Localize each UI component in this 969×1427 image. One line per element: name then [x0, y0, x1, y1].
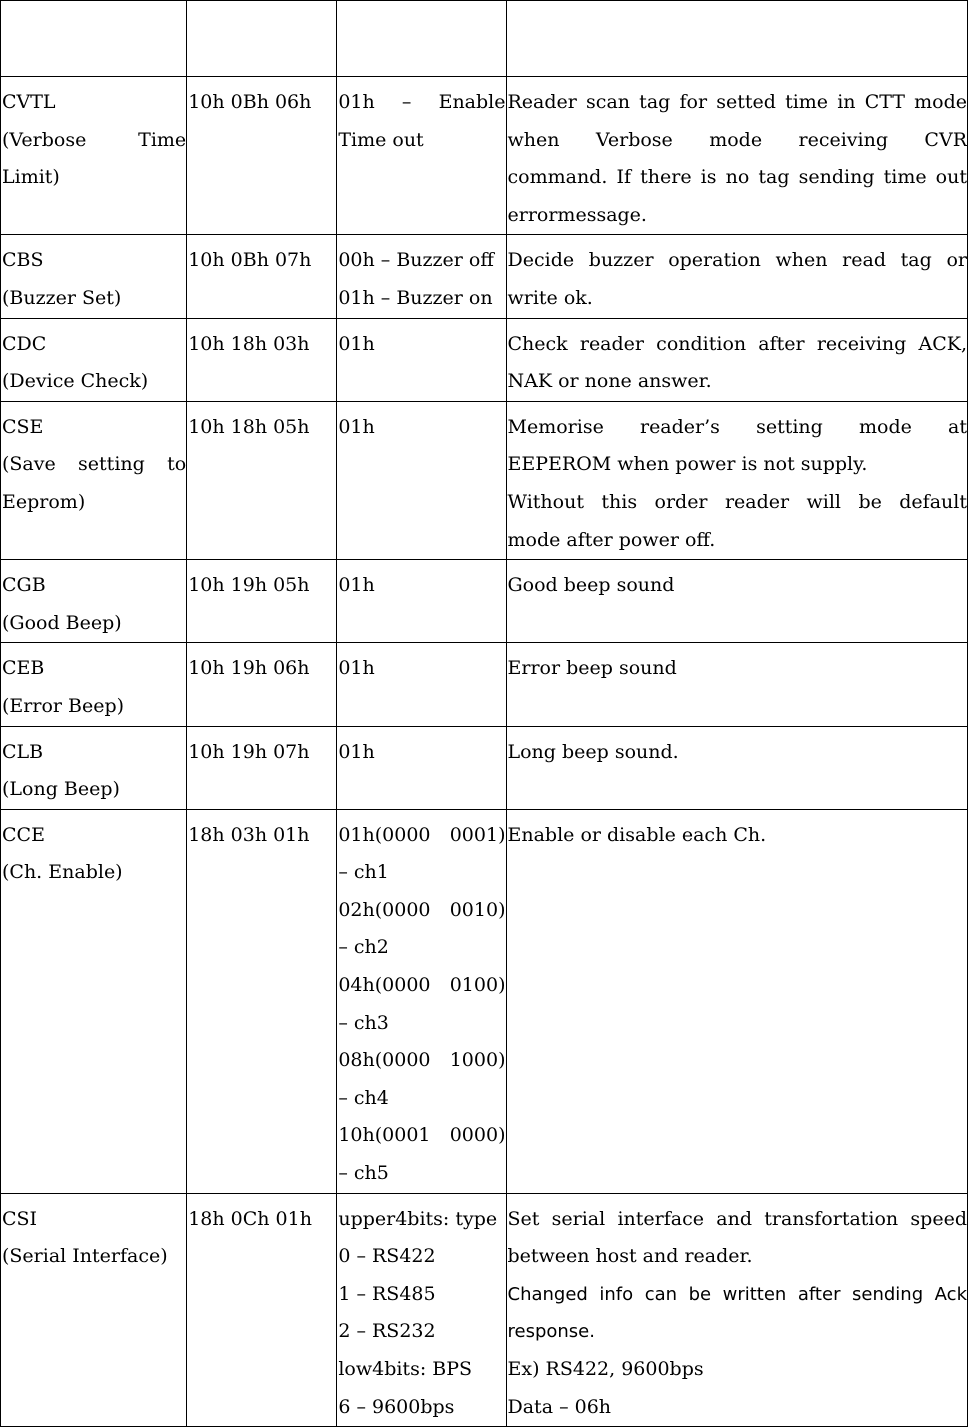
command-value: 2 – RS232 — [338, 1320, 436, 1343]
command-value: – ch1 — [338, 861, 389, 884]
command-description: Set serial interface and transfortation speed — [507, 1207, 967, 1230]
command-description: Data – 06h — [507, 1395, 612, 1418]
command-value: 1 – RS485 — [338, 1282, 436, 1305]
command-code-cell — [187, 235, 337, 318]
command-name: CCE — [2, 823, 45, 846]
command-description-cell — [506, 809, 968, 1193]
command-name-cell — [1, 726, 187, 809]
command-value-cell — [337, 235, 506, 318]
command-code: 10h 0Bh 07h — [188, 249, 312, 272]
command-code-cell — [187, 726, 337, 809]
command-code: 10h 18h 05h — [188, 415, 310, 438]
table-row — [1, 643, 968, 726]
command-name: (Long Beep) — [2, 778, 120, 801]
command-code: 18h 0Ch 01h — [188, 1207, 312, 1230]
command-description: command. If there is no tag sending time out — [507, 166, 967, 189]
command-value: 08h(0000 1000) — [338, 1049, 506, 1072]
command-value: 01h – Buzzer on — [338, 286, 493, 309]
header-cell — [1, 1, 187, 77]
command-description: Enable or disable each Ch. — [507, 823, 767, 846]
command-description: EEPEROM when power is not supply. — [507, 453, 868, 476]
command-name-cell — [1, 77, 187, 235]
command-code-cell — [187, 643, 337, 726]
command-name: CLB — [2, 740, 44, 763]
command-description: Changed info can be written after sending Ack — [507, 1283, 967, 1305]
table-row — [1, 318, 968, 401]
command-name: (Error Beep) — [2, 694, 125, 717]
command-name: CEB — [2, 657, 45, 680]
command-value: 6 – 9600bps — [338, 1395, 455, 1418]
command-name: CBS — [2, 249, 44, 272]
table-row — [1, 560, 968, 643]
table-row — [1, 726, 968, 809]
table-row — [1, 1193, 968, 1427]
command-description: mode after power off. — [507, 528, 716, 551]
command-description: errormessage. — [507, 203, 647, 226]
command-name: CVTL — [2, 91, 56, 113]
command-value: 01h – Enable — [338, 91, 506, 113]
command-value-cell — [337, 318, 506, 401]
header-cell — [506, 1, 968, 77]
command-code: 10h 19h 05h — [188, 574, 310, 597]
command-name: CSE — [2, 415, 44, 438]
command-name-cell — [1, 643, 187, 726]
command-value-cell — [337, 726, 506, 809]
command-description: Long beep sound. — [507, 740, 679, 763]
command-description: Memorise reader’s setting mode at — [507, 415, 967, 438]
command-code-cell — [187, 560, 337, 643]
command-description: Reader scan tag for setted time in CTT mode — [507, 91, 967, 113]
command-name-cell — [1, 235, 187, 318]
command-value: 01h — [338, 574, 375, 597]
command-value-cell — [337, 77, 506, 235]
header-cell — [337, 1, 506, 77]
command-code-cell — [187, 401, 337, 559]
command-value: 01h — [338, 740, 375, 763]
command-description: Ex) RS422, 9600bps — [507, 1358, 704, 1380]
command-description: Decide buzzer operation when read tag or — [507, 249, 967, 272]
command-code-cell — [187, 318, 337, 401]
command-description-cell — [506, 401, 968, 559]
command-description: when Verbose mode receiving CVR — [507, 128, 967, 151]
header-cell — [187, 1, 337, 77]
command-value: 02h(0000 0010) — [338, 898, 506, 921]
command-name: (Verbose Time — [2, 128, 187, 151]
command-description: write ok. — [507, 286, 593, 309]
table-row — [1, 77, 968, 235]
command-description: NAK or none answer. — [507, 370, 712, 393]
command-code-cell — [187, 809, 337, 1193]
command-value-cell — [337, 809, 506, 1193]
table-row — [1, 401, 968, 559]
command-name-cell — [1, 1193, 187, 1427]
command-value-cell — [337, 1193, 506, 1427]
command-description: Good beep sound — [507, 574, 675, 597]
command-description-cell — [506, 1193, 968, 1427]
command-code: 10h 19h 06h — [188, 657, 310, 680]
command-value: 10h(0001 0000) — [338, 1124, 506, 1147]
command-description: response. — [507, 1321, 595, 1343]
command-name: Eeprom) — [2, 490, 86, 513]
command-name: (Save setting to — [2, 453, 187, 476]
command-name: (Buzzer Set) — [2, 286, 122, 309]
command-value: – ch2 — [338, 936, 389, 959]
command-description: Without this order reader will be default — [507, 490, 967, 513]
command-value: – ch5 — [338, 1162, 389, 1185]
command-value: – ch3 — [338, 1011, 389, 1034]
command-description-cell — [506, 643, 968, 726]
command-name: CSI — [2, 1207, 38, 1230]
command-description-cell — [506, 726, 968, 809]
command-code: 10h 0Bh 06h — [188, 91, 312, 113]
command-name-cell — [1, 560, 187, 643]
command-value: Time out — [338, 128, 424, 151]
command-code: 10h 18h 03h — [188, 332, 310, 355]
command-value: 01h — [338, 332, 375, 355]
command-name-cell — [1, 318, 187, 401]
command-description-cell — [506, 318, 968, 401]
command-name: (Ch. Enable) — [2, 861, 123, 884]
command-code-cell — [187, 1193, 337, 1427]
command-name: (Good Beep) — [2, 611, 122, 634]
command-name: CDC — [2, 332, 47, 355]
command-value: 01h — [338, 415, 375, 438]
command-name-cell — [1, 401, 187, 559]
command-name: (Serial Interface) — [2, 1245, 168, 1268]
command-value: 04h(0000 0100) — [338, 974, 506, 997]
command-description-cell — [506, 77, 968, 235]
command-value: – ch4 — [338, 1086, 389, 1109]
command-value-cell — [337, 643, 506, 726]
command-description-cell — [506, 560, 968, 643]
command-value: upper4bits: type — [338, 1207, 498, 1230]
command-name-cell — [1, 809, 187, 1193]
command-value: 00h – Buzzer off — [338, 249, 494, 272]
command-code-cell — [187, 77, 337, 235]
command-value-cell — [337, 401, 506, 559]
header-row — [1, 1, 968, 77]
command-value: 01h(0000 0001) — [338, 823, 506, 846]
command-value: low4bits: BPS — [338, 1358, 473, 1380]
command-description: Error beep sound — [507, 657, 677, 680]
table-row — [1, 809, 968, 1193]
command-value: 0 – RS422 — [338, 1245, 436, 1268]
command-name: Limit) — [2, 166, 60, 189]
command-name: (Device Check) — [2, 370, 149, 393]
command-value-cell — [337, 560, 506, 643]
command-code: 18h 03h 01h — [188, 823, 310, 846]
command-value: 01h — [338, 657, 375, 680]
command-description-cell — [506, 235, 968, 318]
command-description: Check reader condition after receiving ACK, — [507, 332, 967, 355]
command-description: between host and reader. — [507, 1245, 753, 1268]
command-name: CGB — [2, 574, 46, 597]
command-code: 10h 19h 07h — [188, 740, 310, 763]
table-row — [1, 235, 968, 318]
